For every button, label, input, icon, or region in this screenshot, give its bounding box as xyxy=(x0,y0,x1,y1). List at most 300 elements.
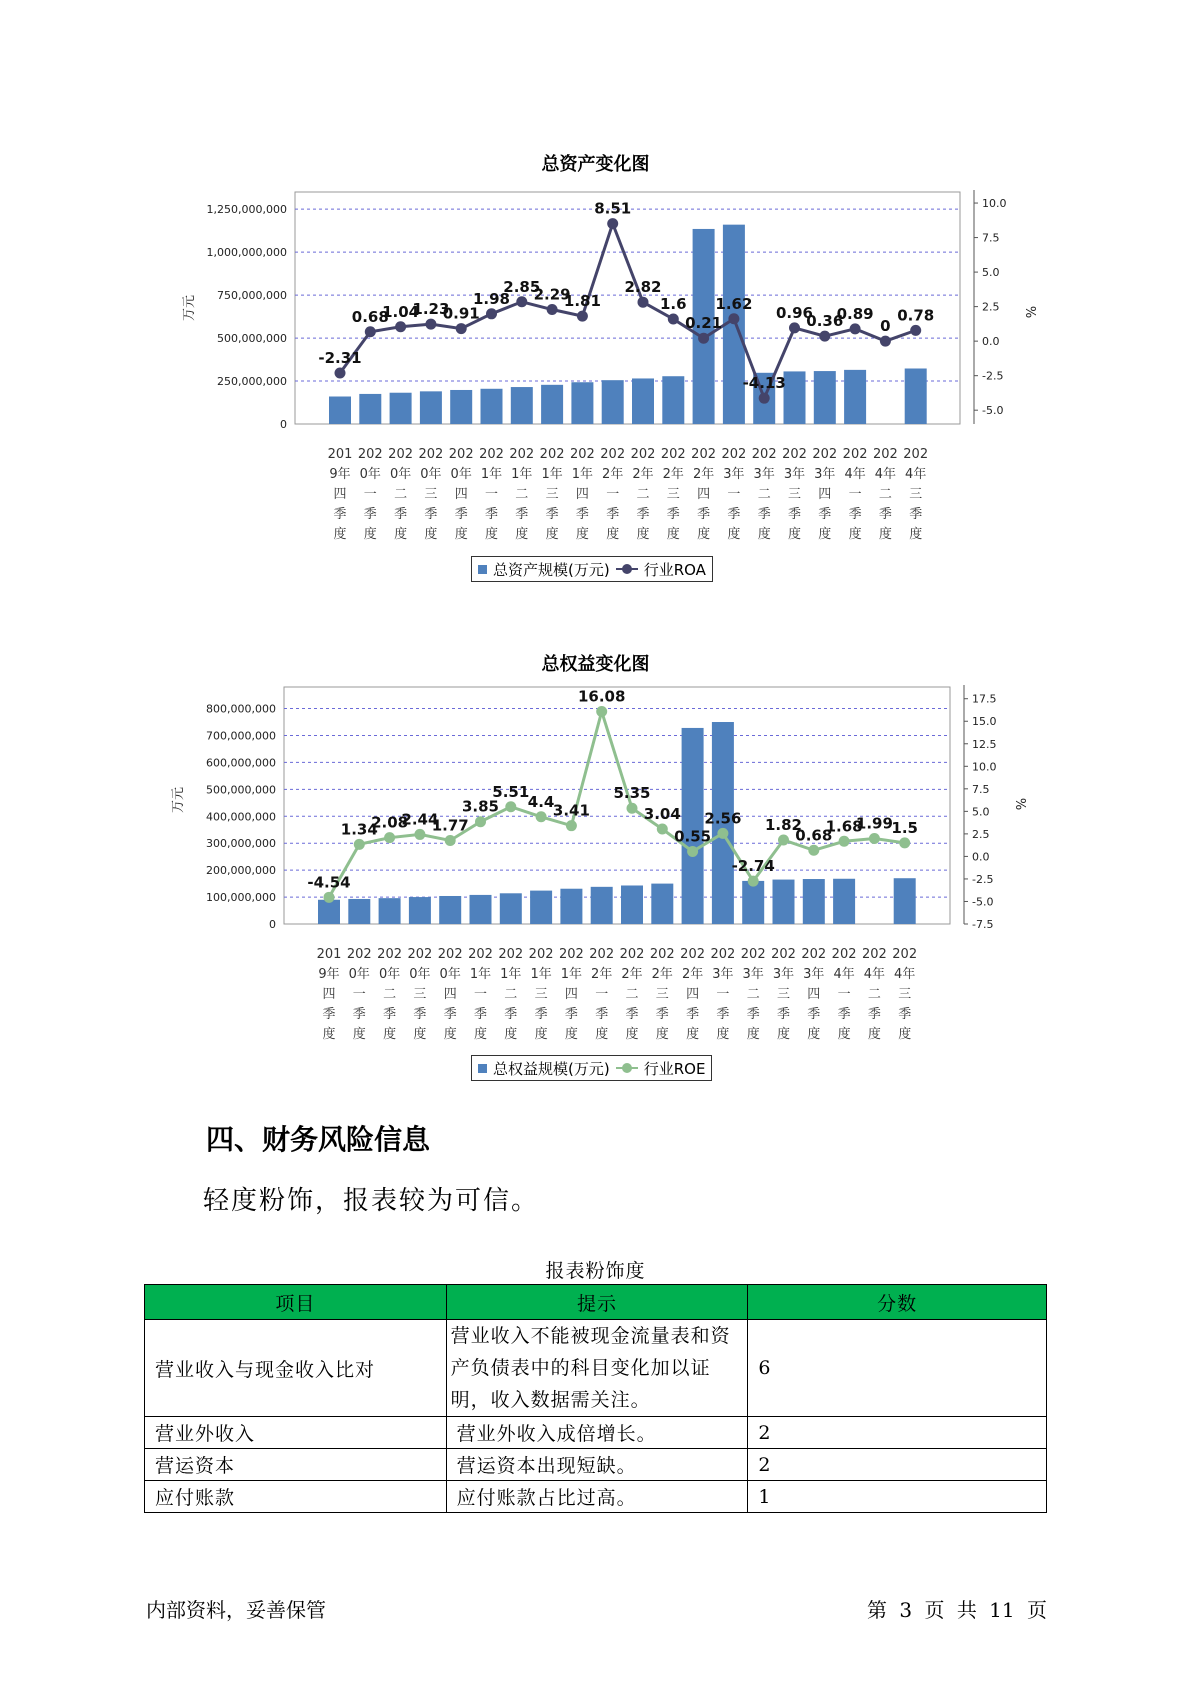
x-tick-label: 1年 xyxy=(560,967,583,982)
x-tick-label: 季 xyxy=(575,507,589,522)
x-tick-label: 四 xyxy=(686,987,700,1002)
x-tick-label: 度 xyxy=(848,527,862,542)
x-tick-label: 201 xyxy=(316,947,342,962)
bar xyxy=(420,391,442,424)
x-tick-label: 202 xyxy=(448,447,474,462)
line-point xyxy=(819,331,830,342)
y-tick-label: 500,000,000 xyxy=(206,783,276,797)
bar xyxy=(742,881,764,924)
x-tick-label: 季 xyxy=(625,1007,639,1022)
line-point xyxy=(607,218,618,229)
x-tick-label: 202 xyxy=(479,447,504,462)
x-tick-label: 季 xyxy=(504,1007,518,1022)
row-item: 营运资本 xyxy=(145,1449,447,1481)
bar xyxy=(511,387,533,424)
x-tick-label: 季 xyxy=(716,1007,730,1022)
x-tick-label: 季 xyxy=(322,1007,336,1022)
line-point xyxy=(850,323,861,334)
bar xyxy=(803,879,825,924)
line-point xyxy=(516,296,527,307)
x-tick-label: 度 xyxy=(686,1027,700,1042)
line-point xyxy=(414,829,425,840)
y-tick-label: 300,000,000 xyxy=(206,837,276,851)
y-tick-label: 200,000,000 xyxy=(206,864,276,878)
x-tick-label: 季 xyxy=(746,1007,760,1022)
x-tick-label: 二 xyxy=(383,987,397,1002)
asset-chart xyxy=(0,180,1191,580)
bar xyxy=(409,897,431,924)
x-tick-label: 四 xyxy=(564,987,578,1002)
x-tick-label: 202 xyxy=(346,947,372,962)
x-tick-label: 度 xyxy=(534,1027,548,1042)
x-tick-label: 二 xyxy=(515,487,529,502)
x-tick-label: 度 xyxy=(484,527,499,542)
line-point xyxy=(566,820,577,831)
x-tick-label: 度 xyxy=(424,527,438,542)
x-tick-label: 1年 xyxy=(571,467,594,482)
x-tick-label: 四 xyxy=(322,987,336,1002)
row-item: 应付账款 xyxy=(145,1481,447,1513)
x-tick-label: 202 xyxy=(437,947,463,962)
y2-tick-label: 0.0 xyxy=(982,335,1000,349)
x-tick-label: 202 xyxy=(619,947,645,962)
x-tick-label: 202 xyxy=(377,947,403,962)
x-tick-label: 202 xyxy=(418,447,444,462)
data-label: 1.68 xyxy=(825,817,863,836)
x-tick-label: 季 xyxy=(515,507,529,522)
x-tick-label: 度 xyxy=(625,1027,639,1042)
y-tick-label: 400,000,000 xyxy=(206,810,276,824)
line-point xyxy=(627,803,638,814)
x-tick-label: 202 xyxy=(812,447,838,462)
x-tick-label: 2年 xyxy=(662,467,684,482)
asset-chart-legend xyxy=(471,556,713,582)
x-tick-label: 度 xyxy=(322,1027,336,1042)
x-tick-label: 四 xyxy=(333,487,347,502)
data-label: 1.81 xyxy=(563,292,601,311)
bar xyxy=(450,390,472,424)
x-tick-label: 季 xyxy=(666,507,680,522)
x-tick-label: 季 xyxy=(818,507,832,522)
x-tick-label: 202 xyxy=(782,447,807,462)
x-tick-label: 2年 xyxy=(692,467,715,482)
line-point xyxy=(880,336,891,347)
line-point xyxy=(536,811,547,822)
series-line xyxy=(329,712,905,898)
data-label: 0.89 xyxy=(836,304,874,323)
bar xyxy=(894,878,916,924)
data-label: 0.36 xyxy=(806,312,844,331)
section-summary: 轻度粉饰，报表较为可信。 xyxy=(203,1186,540,1216)
x-tick-label: 202 xyxy=(357,447,383,462)
line-point xyxy=(475,816,486,827)
legend-roa-label: 行业ROA xyxy=(643,560,706,579)
data-label: 2.82 xyxy=(624,278,662,297)
x-tick-label: 202 xyxy=(710,947,736,962)
x-tick-label: 季 xyxy=(606,507,620,522)
x-tick-label: 202 xyxy=(892,947,918,962)
line-point xyxy=(505,801,516,812)
data-label: 1.5 xyxy=(891,818,918,837)
x-tick-label: 二 xyxy=(746,987,760,1002)
bar xyxy=(470,895,492,924)
x-tick-label: 度 xyxy=(898,1027,912,1042)
x-tick-label: 三 xyxy=(787,487,802,502)
x-tick-label: 202 xyxy=(539,447,565,462)
risk-table xyxy=(144,1284,1047,1513)
x-tick-label: 季 xyxy=(787,507,802,522)
x-tick-label: 202 xyxy=(680,947,706,962)
x-tick-label: 度 xyxy=(787,527,802,542)
line-point xyxy=(324,892,335,903)
line-point xyxy=(808,845,819,856)
x-tick-label: 201 xyxy=(327,447,353,462)
x-tick-label: 季 xyxy=(454,507,468,522)
line-point xyxy=(596,706,607,717)
equity-chart-legend xyxy=(471,1055,712,1081)
x-tick-label: 三 xyxy=(666,487,680,502)
y2-tick-label: 5.0 xyxy=(972,805,990,819)
y-tick-label: 1,000,000,000 xyxy=(206,246,287,260)
x-tick-label: 202 xyxy=(407,947,433,962)
footer-note: 内部资料，妥善保管 xyxy=(146,1598,326,1622)
y2-tick-label: -5.0 xyxy=(972,895,994,909)
x-tick-label: 3年 xyxy=(753,467,775,482)
bar xyxy=(530,891,552,924)
x-tick-label: 二 xyxy=(636,487,650,502)
x-tick-label: 三 xyxy=(545,487,559,502)
line-point xyxy=(759,393,770,404)
line-point xyxy=(547,304,558,315)
y-tick-label: 500,000,000 xyxy=(217,332,287,346)
data-label: -2.31 xyxy=(318,349,362,368)
x-tick-label: 季 xyxy=(636,507,650,522)
x-tick-label: 度 xyxy=(716,1027,730,1042)
y-tick-label: 700,000,000 xyxy=(206,729,276,743)
row-item: 营业收入与现金收入比对 xyxy=(145,1320,447,1417)
data-label: 8.51 xyxy=(594,199,632,218)
x-tick-label: 202 xyxy=(872,447,898,462)
x-tick-label: 度 xyxy=(545,527,559,542)
row-item: 营业外收入 xyxy=(145,1417,447,1449)
line-point xyxy=(910,325,921,336)
bar xyxy=(359,394,381,424)
x-tick-label: 季 xyxy=(534,1007,548,1022)
x-tick-label: 4年 xyxy=(894,967,916,982)
x-tick-label: 季 xyxy=(757,507,771,522)
line-point xyxy=(668,314,679,325)
x-tick-label: 4年 xyxy=(844,467,866,482)
y2-tick-label: 15.0 xyxy=(972,715,997,729)
line-point xyxy=(717,828,728,839)
y2-tick-label: 5.0 xyxy=(982,266,1000,280)
x-tick-label: 二 xyxy=(878,487,892,502)
x-tick-label: 季 xyxy=(727,507,741,522)
x-tick-label: 四 xyxy=(697,487,711,502)
x-tick-label: 季 xyxy=(686,1007,700,1022)
y2-tick-label: 2.5 xyxy=(972,827,990,841)
data-label: 2.85 xyxy=(503,277,541,296)
x-tick-label: 季 xyxy=(898,1007,912,1022)
y-tick-label: 0 xyxy=(269,918,276,931)
x-tick-label: 3年 xyxy=(783,467,806,482)
data-label: -4.54 xyxy=(307,873,351,892)
data-label: 3.04 xyxy=(643,805,681,824)
bar xyxy=(591,887,613,924)
x-tick-label: 度 xyxy=(666,527,680,542)
y2-tick-label: -2.5 xyxy=(982,369,1004,383)
x-tick-label: 9年 xyxy=(329,467,351,482)
line-point xyxy=(698,333,709,344)
x-tick-label: 度 xyxy=(909,527,923,542)
data-label: -4.13 xyxy=(742,374,786,393)
x-tick-label: 4年 xyxy=(874,467,897,482)
x-tick-label: 4年 xyxy=(863,967,886,982)
data-label: 1.23 xyxy=(412,300,450,319)
x-tick-label: 三 xyxy=(413,987,427,1002)
x-tick-label: 202 xyxy=(842,447,868,462)
x-tick-label: 202 xyxy=(801,947,827,962)
x-tick-label: 三 xyxy=(909,487,923,502)
data-label: 4.4 xyxy=(527,792,555,811)
row-score: 1 xyxy=(748,1481,1047,1513)
data-label: 1.6 xyxy=(660,295,687,314)
y2-tick-label: 0.0 xyxy=(972,850,990,864)
line-point xyxy=(425,319,436,330)
x-tick-label: 度 xyxy=(352,1027,366,1042)
x-tick-label: 季 xyxy=(837,1007,851,1022)
x-tick-label: 一 xyxy=(837,987,851,1002)
line-point xyxy=(778,835,789,846)
y-tick-label: 1,250,000,000 xyxy=(206,203,287,217)
x-tick-label: 三 xyxy=(424,487,438,502)
x-tick-label: 202 xyxy=(589,947,615,962)
line-point xyxy=(456,323,467,334)
x-tick-label: 一 xyxy=(473,987,488,1002)
bar xyxy=(833,879,855,924)
x-tick-label: 季 xyxy=(564,1007,578,1022)
data-label: 1.82 xyxy=(764,816,803,835)
x-tick-label: 202 xyxy=(861,947,887,962)
x-tick-label: 1年 xyxy=(541,467,563,482)
bar xyxy=(439,896,461,924)
table-row xyxy=(145,1320,1047,1417)
x-tick-label: 季 xyxy=(473,1007,488,1022)
x-tick-label: 三 xyxy=(776,987,791,1002)
legend-line-swatch xyxy=(616,564,638,574)
x-tick-label: 季 xyxy=(697,507,711,522)
line-point xyxy=(687,846,698,857)
footer-page-number: 第 3 页 共 11 页 xyxy=(867,1598,1047,1622)
x-tick-label: 度 xyxy=(776,1027,791,1042)
x-tick-label: 度 xyxy=(443,1027,457,1042)
bar xyxy=(814,371,836,424)
x-tick-label: 202 xyxy=(509,447,535,462)
line-point xyxy=(354,839,365,850)
header-score: 分数 xyxy=(748,1285,1047,1320)
x-tick-label: 202 xyxy=(831,947,857,962)
line-point xyxy=(445,835,456,846)
data-label: 5.51 xyxy=(492,782,530,801)
y2-tick-label: 7.5 xyxy=(982,231,1000,245)
x-tick-label: 度 xyxy=(363,527,377,542)
bar xyxy=(560,889,582,924)
x-tick-label: 2年 xyxy=(651,967,673,982)
data-label: 1.34 xyxy=(340,820,378,839)
line-point xyxy=(577,311,588,322)
bar xyxy=(773,880,795,924)
line-point xyxy=(486,308,497,319)
x-tick-label: 0年 xyxy=(420,467,442,482)
section-heading: 四、财务风险信息 xyxy=(206,1123,431,1156)
x-tick-label: 202 xyxy=(569,447,595,462)
x-tick-label: 一 xyxy=(484,487,499,502)
x-tick-label: 二 xyxy=(394,487,408,502)
x-tick-label: 202 xyxy=(771,947,796,962)
equity-chart xyxy=(0,680,1191,1080)
x-tick-label: 1年 xyxy=(500,967,522,982)
y-axis-title: 万元 xyxy=(182,294,197,322)
x-tick-label: 1年 xyxy=(511,467,533,482)
table-row xyxy=(145,1449,1047,1481)
y2-axis-title: % xyxy=(1022,305,1037,319)
data-label: -2.74 xyxy=(731,857,775,876)
data-label: 2.08 xyxy=(371,813,409,832)
x-tick-label: 季 xyxy=(867,1007,881,1022)
bar xyxy=(481,389,503,424)
x-tick-label: 1年 xyxy=(530,967,552,982)
y2-tick-label: 10.0 xyxy=(972,760,997,774)
bar xyxy=(571,382,593,424)
x-tick-label: 202 xyxy=(660,447,686,462)
x-tick-label: 季 xyxy=(807,1007,821,1022)
x-tick-label: 202 xyxy=(468,947,493,962)
bar xyxy=(651,884,673,924)
y2-axis-title: % xyxy=(1012,797,1027,811)
data-label: 1.99 xyxy=(855,814,893,833)
x-tick-label: 9年 xyxy=(318,967,340,982)
x-tick-label: 三 xyxy=(534,987,548,1002)
line-point xyxy=(384,832,395,843)
data-label: 0.21 xyxy=(685,314,723,333)
x-tick-label: 0年 xyxy=(450,467,472,482)
x-tick-label: 度 xyxy=(333,527,347,542)
data-label: 2.56 xyxy=(704,809,742,828)
x-tick-label: 一 xyxy=(363,487,377,502)
line-point xyxy=(365,326,376,337)
bar xyxy=(905,368,927,424)
bar xyxy=(662,376,684,424)
data-label: 0.68 xyxy=(795,826,833,845)
y-tick-label: 0 xyxy=(280,418,287,431)
y-tick-label: 800,000,000 xyxy=(206,702,276,716)
legend-asset-label: 总资产规模(万元) xyxy=(493,560,610,579)
y2-tick-label: 7.5 xyxy=(972,782,990,796)
line-point xyxy=(899,837,910,848)
x-tick-label: 一 xyxy=(848,487,862,502)
x-tick-label: 202 xyxy=(600,447,626,462)
line-point xyxy=(869,833,880,844)
x-tick-label: 2年 xyxy=(681,967,704,982)
x-tick-label: 二 xyxy=(504,987,518,1002)
x-tick-label: 季 xyxy=(352,1007,366,1022)
x-tick-label: 三 xyxy=(655,987,669,1002)
row-hint: 应付账款占比过高。 xyxy=(446,1481,748,1513)
data-label: 3.41 xyxy=(552,801,590,820)
x-tick-label: 季 xyxy=(443,1007,457,1022)
x-tick-label: 202 xyxy=(721,447,747,462)
x-tick-label: 3年 xyxy=(772,967,795,982)
x-tick-label: 季 xyxy=(333,507,347,522)
x-tick-label: 3年 xyxy=(712,967,734,982)
x-tick-label: 度 xyxy=(454,527,468,542)
x-tick-label: 度 xyxy=(413,1027,427,1042)
bar xyxy=(500,893,522,924)
bar xyxy=(390,393,412,424)
line-point xyxy=(839,836,850,847)
x-tick-label: 季 xyxy=(394,507,408,522)
y-tick-label: 250,000,000 xyxy=(217,375,287,389)
bar xyxy=(348,899,370,924)
x-tick-label: 0年 xyxy=(348,967,370,982)
line-point xyxy=(335,368,346,379)
x-tick-label: 四 xyxy=(818,487,832,502)
x-tick-label: 3年 xyxy=(814,467,836,482)
bar xyxy=(541,385,563,424)
x-tick-label: 度 xyxy=(697,527,711,542)
row-score: 6 xyxy=(748,1320,1047,1417)
x-tick-label: 3年 xyxy=(803,967,825,982)
x-tick-label: 二 xyxy=(867,987,881,1002)
x-tick-label: 3年 xyxy=(723,467,745,482)
data-label: 1.62 xyxy=(715,294,753,313)
x-tick-label: 度 xyxy=(595,1027,609,1042)
data-label: 5.35 xyxy=(613,784,651,803)
x-tick-label: 度 xyxy=(746,1027,760,1042)
x-tick-label: 度 xyxy=(383,1027,397,1042)
x-tick-label: 202 xyxy=(630,447,656,462)
row-hint: 营业外收入成倍增长。 xyxy=(446,1417,748,1449)
x-tick-label: 季 xyxy=(424,507,438,522)
x-tick-label: 四 xyxy=(807,987,821,1002)
bar xyxy=(318,900,340,924)
x-tick-label: 0年 xyxy=(439,967,461,982)
header-hint: 提示 xyxy=(446,1285,748,1320)
data-label: 2.44 xyxy=(401,810,439,829)
y2-tick-label: 10.0 xyxy=(982,197,1007,211)
bar xyxy=(329,397,351,424)
legend-roe-label: 行业ROE xyxy=(643,1059,706,1078)
bar xyxy=(632,378,654,424)
x-tick-label: 度 xyxy=(606,527,620,542)
y-tick-label: 750,000,000 xyxy=(217,289,287,303)
x-tick-label: 季 xyxy=(363,507,377,522)
x-tick-label: 202 xyxy=(558,947,584,962)
x-tick-label: 0年 xyxy=(359,467,381,482)
x-tick-label: 2年 xyxy=(602,467,624,482)
x-tick-label: 202 xyxy=(751,447,777,462)
x-tick-label: 度 xyxy=(807,1027,821,1042)
x-tick-label: 202 xyxy=(498,947,524,962)
line-point xyxy=(638,297,649,308)
x-tick-label: 2年 xyxy=(591,967,613,982)
x-tick-label: 3年 xyxy=(742,967,764,982)
x-tick-label: 度 xyxy=(727,527,741,542)
row-hint: 营运资本出现短缺。 xyxy=(446,1449,748,1481)
line-point xyxy=(395,321,406,332)
y-tick-label: 600,000,000 xyxy=(206,756,276,770)
header-item: 项目 xyxy=(145,1285,447,1320)
